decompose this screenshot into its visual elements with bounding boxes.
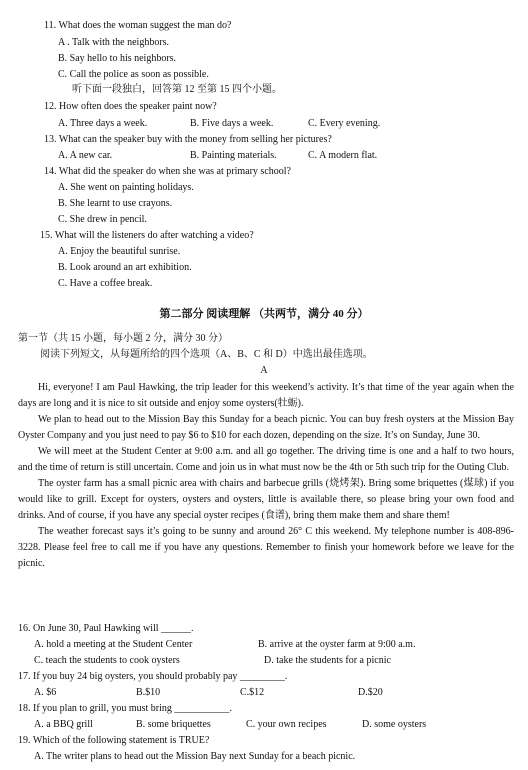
q12-option-c: C. Every evening. bbox=[308, 118, 381, 129]
passage-paragraph-2: We plan to head out to the Mission Bay this Sunday for a beach picnic. You can buy fresh oysters at the Mission Bay Oyster Company and you just need to pay $6 to $10 for each dozen, depending on the size. It’s on Sunday, June 30. bbox=[18, 414, 514, 441]
monologue-note: 听下面一段独白，回答第 12 至第 15 四个小题。 bbox=[72, 84, 282, 95]
part2-title: 第二部分 阅读理解 （共两节，满分 40 分） bbox=[159, 308, 369, 320]
question-19: 19. Which of the following statement is TRUE? bbox=[18, 735, 210, 746]
q17-option-c: C.$12 bbox=[240, 687, 265, 698]
q12-option-b: B. Five days a week. bbox=[190, 118, 274, 129]
question-12: 12. How often does the speaker paint now? bbox=[44, 101, 217, 112]
q18-option-b: B. some briquettes bbox=[136, 719, 211, 730]
q15-option-a: A. Enjoy the beautiful sunrise. bbox=[58, 246, 181, 257]
q13-option-c: C. A modern flat. bbox=[308, 150, 378, 161]
q15-option-c: C. Have a coffee break. bbox=[58, 278, 153, 289]
q14-option-b: B. She learnt to use crayons. bbox=[58, 198, 173, 209]
section1-heading: 第一节（共 15 小题，每小题 2 分，满分 30 分） bbox=[18, 333, 228, 344]
q16-option-a: A. hold a meeting at the Student Center bbox=[34, 639, 193, 650]
q18-option-c: C. your own recipes bbox=[246, 719, 327, 730]
q12-option-a: A. Three days a week. bbox=[58, 118, 148, 129]
q13-option-a: A. A new car. bbox=[58, 150, 113, 161]
question-17: 17. If you buy 24 big oysters, you should probably pay _________. bbox=[18, 671, 288, 682]
q19-option-a: A. The writer plans to head out the Mission Bay next Sunday for a beach picnic. bbox=[34, 751, 356, 762]
question-18: 18. If you plan to grill, you must bring ___________. bbox=[18, 703, 232, 714]
q18-option-a: A. a BBQ grill bbox=[34, 719, 93, 730]
q13-option-b: B. Painting materials. bbox=[190, 150, 277, 161]
q18-option-d: D. some oysters bbox=[362, 719, 427, 730]
q11-option-b: B. Say hello to his neighbors. bbox=[58, 53, 177, 64]
question-16: 16. On June 30, Paul Hawking will ______. bbox=[18, 623, 194, 634]
q11-option-c: C. Call the police as soon as possible. bbox=[58, 69, 209, 80]
passage-paragraph-5: The weather forecast says it’s going to be sunny and around 26° C this weekend. My telephone number is 408-896-3228. Please feel free to call me if you have any questions. Remember to finish your homework before we leave for the picnic. bbox=[18, 526, 514, 569]
question-13: 13. What can the speaker buy with the money from selling her pictures? bbox=[44, 134, 332, 145]
q11-option-a: A . Talk with the neighbors. bbox=[58, 37, 170, 48]
q17-option-d: D.$20 bbox=[358, 687, 383, 698]
q17-option-a: A. $6 bbox=[34, 687, 57, 698]
passage-letter: A bbox=[260, 365, 268, 376]
q14-option-c: C. She drew in pencil. bbox=[58, 214, 147, 225]
question-11: 11. What does the woman suggest the man do? bbox=[44, 20, 232, 31]
passage-paragraph-3: We will meet at the Student Center at 9:00 a.m. and all go together. The driving time is one and a half to two hours, and the time of return is still uncertain. Come and join us in what must now be the 4th or 5th such trip for the Outing Club. bbox=[18, 446, 514, 473]
passage-paragraph-1: Hi, everyone! I am Paul Hawking, the trip leader for this weekend’s activity. It’s that time of the year again when the days are long and it is nice to sit outside and enjoy some oysters(牡蛎). bbox=[18, 382, 514, 409]
q14-option-a: A. She went on painting holidays. bbox=[58, 182, 194, 193]
passage-paragraph-4: The oyster farm has a small picnic area with chairs and barbecue grills (烧烤架). Bring some briquettes (煤球) if you would like to grill. Except for oysters, oysters and oysters, little is available there, so please bring your own food and drinks. And of course, if you have any special oyster recipes (食谱), bring them make them and share them! bbox=[18, 478, 514, 521]
question-15: 15. What will the listeners do after watching a video? bbox=[40, 230, 254, 241]
q16-option-c: C. teach the students to cook oysters bbox=[34, 655, 180, 666]
section1-instruction: 阅读下列短文，从每题所给的四个选项（A、B、C 和 D）中选出最佳选项。 bbox=[40, 349, 373, 360]
q16-option-d: D. take the students for a picnic bbox=[264, 655, 391, 666]
q15-option-b: B. Look around an art exhibition. bbox=[58, 262, 192, 273]
question-14: 14. What did the speaker do when she was at primary school? bbox=[44, 166, 291, 177]
q16-option-b: B. arrive at the oyster farm at 9:00 a.m. bbox=[258, 639, 416, 650]
q17-option-b: B.$10 bbox=[136, 687, 161, 698]
passage-body bbox=[18, 380, 514, 572]
